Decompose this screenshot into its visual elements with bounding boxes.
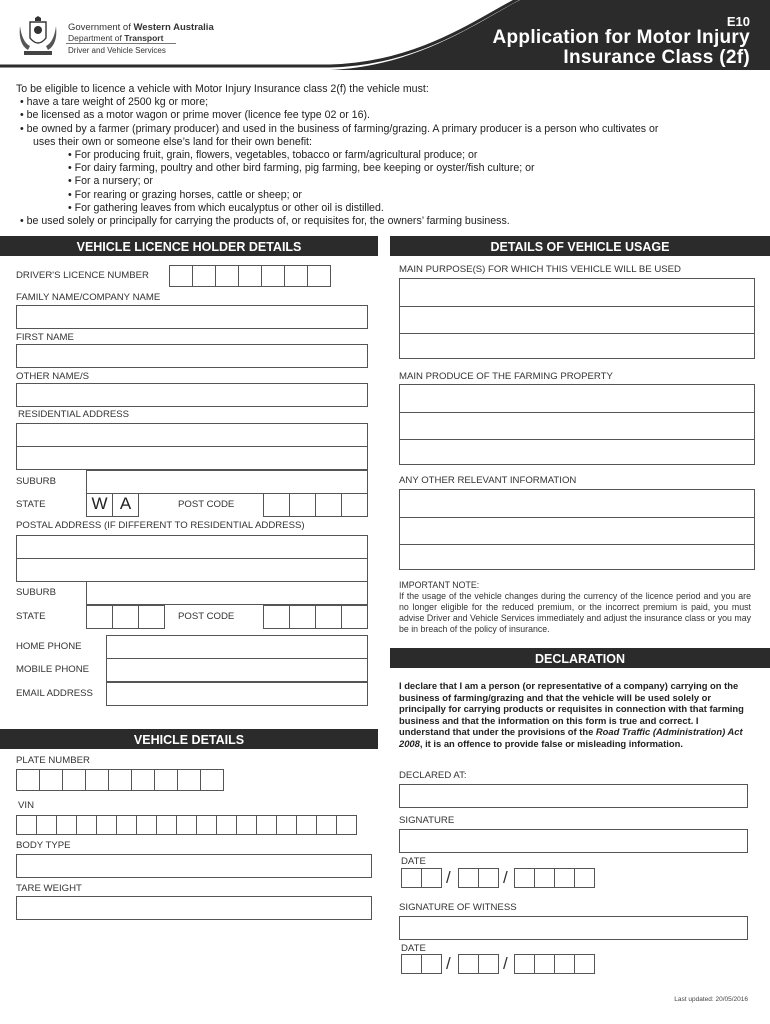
residential-address-line1[interactable]: [16, 423, 368, 447]
main-purpose-input[interactable]: [399, 278, 755, 359]
date-year-input[interactable]: [514, 868, 595, 888]
intro-bullet-cont: uses their own or someone else’s land for their own benefit:: [33, 135, 312, 148]
mobile-phone-input[interactable]: [106, 658, 368, 682]
note-body: If the usage of the vehicle changes during the currency of the licence period and you are no longer eligible for the reduced premium, or the incorrect premium is paid, you must advise Driver and Vehicle Services immediately and adjust the insurance class or you may be in breach of the policy of insurance.: [399, 591, 751, 634]
date-separator: /: [446, 954, 451, 973]
date-label: DATE: [401, 856, 426, 867]
postal-address-label: POSTAL ADDRESS (IF DIFFERENT TO RESIDENTIAL ADDRESS): [16, 520, 305, 531]
state-letter-w: W: [86, 493, 113, 517]
date-month-input[interactable]: [458, 868, 499, 888]
email-input[interactable]: [106, 682, 368, 706]
other-info-label: ANY OTHER RELEVANT INFORMATION: [399, 475, 577, 486]
witness-date-day-input[interactable]: [401, 954, 442, 974]
intro-sub-bullet: • For rearing or grazing horses, cattle or sheep; or: [68, 188, 302, 201]
home-phone-label: HOME PHONE: [16, 641, 82, 652]
body-type-input[interactable]: [16, 854, 372, 878]
intro-bullet: • be owned by a farmer (primary producer) and used in the business of farming/grazing. A primary producer is a person who cultivates or: [20, 122, 659, 135]
eligibility-intro: [16, 83, 756, 228]
postal-state-label: STATE: [16, 611, 46, 622]
date-separator: /: [446, 868, 451, 887]
date-day-input[interactable]: [401, 868, 442, 888]
state-letter-a: A: [112, 493, 139, 517]
mobile-phone-label: MOBILE PHONE: [16, 664, 90, 675]
postal-address-line1[interactable]: [16, 535, 368, 559]
first-name-input[interactable]: [16, 344, 368, 368]
email-label: EMAIL ADDRESS: [16, 688, 93, 699]
intro-sub-bullet: • For a nursery; or: [68, 175, 153, 188]
form-number: E10: [726, 14, 750, 29]
plate-number-input[interactable]: [16, 769, 224, 791]
form-title-line2: Insurance Class (2f): [563, 47, 750, 68]
section-heading-vehicle: VEHICLE DETAILS: [0, 729, 378, 749]
wa-crest-logo: [16, 16, 60, 58]
intro-sub-bullet: • For dairy farming, poultry and other bird farming, pig farming, bee keeping or oyster/fish culture; or: [68, 162, 535, 175]
section-heading-usage: DETAILS OF VEHICLE USAGE: [390, 236, 770, 256]
other-names-label: OTHER NAME/S: [16, 371, 90, 382]
postal-post-code-input[interactable]: [263, 605, 368, 629]
witness-date-month-input[interactable]: [458, 954, 499, 974]
last-updated: Last updated: 20/05/2016: [674, 996, 748, 1003]
state-label: STATE: [16, 499, 46, 510]
intro-bullet: • be used solely or principally for carrying the products of, or requisites for, the owners’ farming business.: [20, 215, 510, 228]
main-purpose-label: MAIN PURPOSE(S) FOR WHICH THIS VEHICLE WILL BE USED: [399, 264, 681, 275]
important-note: [399, 580, 751, 635]
postal-suburb-input[interactable]: [86, 581, 368, 605]
vin-input[interactable]: [16, 815, 357, 835]
department-label: Department of Transport: [68, 33, 164, 43]
header-divider: [66, 43, 176, 44]
suburb-input[interactable]: [86, 470, 368, 494]
declared-at-label: DECLARED AT:: [399, 770, 467, 781]
residential-address-label: RESIDENTIAL ADDRESS: [18, 409, 130, 420]
tare-weight-input[interactable]: [16, 896, 372, 920]
suburb-label: SUBURB: [16, 476, 56, 487]
signature-label: SIGNATURE: [399, 815, 455, 826]
form-title-line1: Application for Motor Injury: [492, 27, 750, 48]
other-info-input[interactable]: [399, 489, 755, 570]
home-phone-input[interactable]: [106, 635, 368, 659]
section-heading-holder: VEHICLE LICENCE HOLDER DETAILS: [0, 236, 378, 256]
declaration-text: I declare that I am a person (or representative of a company) carrying on the business of farming/grazing and that the vehicle will be used solely or principally for carrying products or requisites in connection with that farming business and that the information on this form is true and correct. I understand that under the provisions of the Road Traffic (Administration) Act 2008, it is an offence to provide false or misleading information.: [399, 680, 744, 749]
note-title: IMPORTANT NOTE:: [399, 580, 480, 590]
declared-at-input[interactable]: [399, 784, 748, 808]
tare-weight-label: TARE WEIGHT: [16, 883, 82, 894]
post-code-label: POST CODE: [178, 499, 235, 510]
intro-lead: To be eligible to licence a vehicle with Motor Injury Insurance class 2(f) the vehicle must:: [16, 83, 429, 95]
postal-suburb-label: SUBURB: [16, 587, 56, 598]
witness-signature-input[interactable]: [399, 916, 748, 940]
division-label: Driver and Vehicle Services: [68, 46, 166, 55]
witness-date-label: DATE: [401, 943, 426, 954]
intro-bullet: • have a tare weight of 2500 kg or more;: [20, 96, 209, 109]
signature-input[interactable]: [399, 829, 748, 853]
plate-number-label: PLATE NUMBER: [16, 755, 90, 766]
witness-date-year-input[interactable]: [514, 954, 595, 974]
postal-post-code-label: POST CODE: [178, 611, 235, 622]
postal-address-line2[interactable]: [16, 558, 368, 582]
section-heading-declaration: DECLARATION: [390, 648, 770, 668]
witness-signature-label: SIGNATURE OF WITNESS: [399, 902, 517, 913]
vin-label: VIN: [18, 800, 34, 811]
government-label: Government of Western Australia: [68, 22, 214, 33]
date-separator: /: [503, 868, 508, 887]
residential-address-line2[interactable]: [16, 446, 368, 470]
body-type-label: BODY TYPE: [16, 840, 71, 851]
main-produce-label: MAIN PRODUCE OF THE FARMING PROPERTY: [399, 371, 613, 382]
licence-number-input[interactable]: [169, 265, 331, 287]
state-input[interactable]: [86, 493, 139, 517]
family-name-input[interactable]: [16, 305, 368, 329]
intro-sub-bullet: • For gathering leaves from which eucalyptus or other oil is distilled.: [68, 201, 384, 214]
post-code-input[interactable]: [263, 493, 368, 517]
intro-bullet: • be licensed as a motor wagon or prime mover (licence fee type 02 or 16).: [20, 109, 370, 122]
family-name-label: FAMILY NAME/COMPANY NAME: [16, 292, 161, 303]
intro-sub-bullet: • For producing fruit, grain, flowers, vegetables, tobacco or farm/agricultural produce; or: [68, 149, 478, 162]
postal-state-input[interactable]: [86, 605, 165, 629]
first-name-label: FIRST NAME: [16, 332, 74, 343]
date-separator: /: [503, 954, 508, 973]
other-names-input[interactable]: [16, 383, 368, 407]
licence-number-label: DRIVER'S LICENCE NUMBER: [16, 270, 149, 281]
main-produce-input[interactable]: [399, 384, 755, 465]
